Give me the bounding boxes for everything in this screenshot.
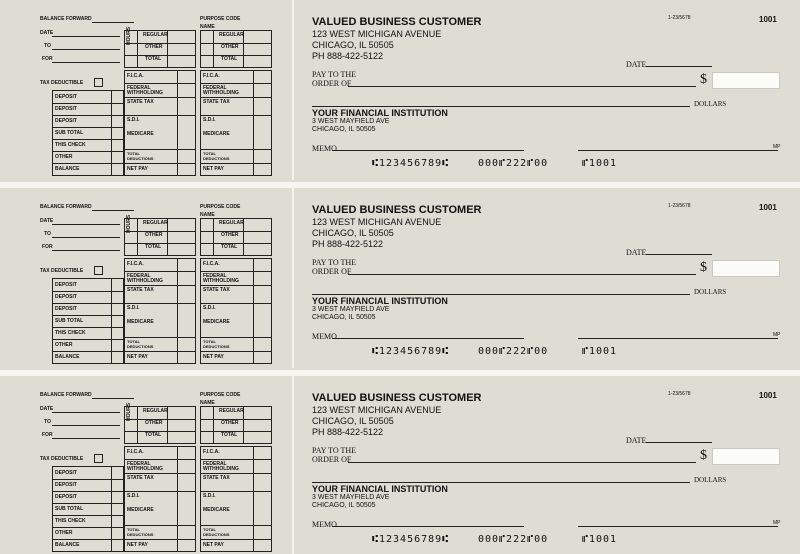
name-label: NAME <box>200 400 215 406</box>
memo-label: MEMO <box>312 144 337 153</box>
hours-label: HOURS <box>126 26 132 45</box>
balance-forward-label: BALANCE FORWARD <box>40 16 92 22</box>
micr-routing: ⑆123456789⑆ <box>372 346 450 357</box>
medicare-label-right: MEDICARE <box>203 131 230 137</box>
fica-label: F.I.C.A. <box>127 73 144 79</box>
total-deductions-label: TOTAL DEDUCTIONS <box>127 339 154 349</box>
micr-routing: ⑆123456789⑆ <box>372 534 450 545</box>
bank-name: YOUR FINANCIAL INSTITUTION <box>312 484 448 494</box>
memo-label: MEMO <box>312 332 337 341</box>
regular-label: REGULAR <box>143 220 168 226</box>
total-deductions-label: TOTAL DEDUCTIONS <box>127 527 154 537</box>
deductions-table-left <box>124 258 196 364</box>
stub-for-line[interactable] <box>52 250 120 251</box>
amount-words-line[interactable] <box>312 294 690 295</box>
withholding-label-right: WITHHOLDING <box>203 278 239 284</box>
date-label: DATE <box>626 436 647 445</box>
signature-line[interactable] <box>578 526 778 527</box>
micr-check-number: ⑈1001 <box>582 534 618 545</box>
hours-grid-left <box>124 214 196 256</box>
tax-deductible-label: TAX DEDUCTIBLE <box>40 456 84 462</box>
tax-deductible-label: TAX DEDUCTIBLE <box>40 80 84 86</box>
net-pay-label: NET PAY <box>127 354 148 360</box>
register-row-label: OTHER <box>55 530 73 536</box>
regular-label-right: REGULAR <box>219 220 244 226</box>
sdi-label-right: S.D.I. <box>203 493 216 499</box>
state-tax-label-right: STATE TAX <box>203 475 230 481</box>
check-set <box>0 188 800 368</box>
fica-label-right: F.I.C.A. <box>203 449 220 455</box>
check <box>292 376 800 554</box>
overtime-label: OTHER <box>145 420 163 426</box>
check <box>292 188 800 368</box>
net-pay-label-right: NET PAY <box>203 542 224 548</box>
order-of-label: ORDER OF <box>312 79 352 88</box>
net-pay-label-right: NET PAY <box>203 354 224 360</box>
balance-forward-line[interactable] <box>92 398 134 399</box>
balance-forward-line[interactable] <box>92 210 134 211</box>
amount-words-line[interactable] <box>312 482 690 483</box>
register-row-label: THIS CHECK <box>55 142 86 148</box>
regular-label-right: REGULAR <box>219 408 244 414</box>
stub-date-line[interactable] <box>52 224 120 225</box>
account-holder-city: CHICAGO, IL 50505 <box>312 228 394 238</box>
micr-account: 000⑈222⑈00 <box>478 346 549 357</box>
total-label: TOTAL <box>145 244 162 250</box>
net-pay-label: NET PAY <box>127 166 148 172</box>
tax-deductible-checkbox[interactable] <box>94 78 103 87</box>
register-row-label: THIS CHECK <box>55 518 86 524</box>
register-row-label: SUB TOTAL <box>55 130 84 136</box>
overtime-label-right: OTHER <box>221 232 239 238</box>
stub-date-label: DATE <box>40 218 54 224</box>
register-row-label: BALANCE <box>55 542 80 548</box>
account-holder-city: CHICAGO, IL 50505 <box>312 416 394 426</box>
register-row-label: DEPOSIT <box>55 482 77 488</box>
check-number: 1001 <box>759 15 777 24</box>
withholding-label: WITHHOLDING <box>127 278 163 284</box>
date-line[interactable] <box>646 254 712 255</box>
stub-to-line[interactable] <box>52 425 120 426</box>
regular-label: REGULAR <box>143 32 168 38</box>
payee-line[interactable] <box>348 462 696 463</box>
dollars-label: DOLLARS <box>694 476 727 484</box>
dollar-sign: $ <box>700 448 707 463</box>
withholding-label: WITHHOLDING <box>127 466 163 472</box>
bank-address: 3 WEST MAYFIELD AVE <box>312 118 390 125</box>
stub-date-line[interactable] <box>52 412 120 413</box>
fica-label-right: F.I.C.A. <box>203 73 220 79</box>
overtime-label-right: OTHER <box>221 420 239 426</box>
balance-forward-line[interactable] <box>92 22 134 23</box>
check-stub <box>0 376 292 554</box>
total-deductions-label-right: TOTAL DEDUCTIONS <box>203 527 230 537</box>
register-row-label: DEPOSIT <box>55 106 77 112</box>
balance-forward-label: BALANCE FORWARD <box>40 392 92 398</box>
memo-line[interactable] <box>332 526 524 527</box>
tax-deductible-checkbox[interactable] <box>94 266 103 275</box>
medicare-label-right: MEDICARE <box>203 319 230 325</box>
overtime-label: OTHER <box>145 232 163 238</box>
stub-date-label: DATE <box>40 406 54 412</box>
amount-box[interactable] <box>712 72 780 89</box>
order-of-label: ORDER OF <box>312 267 352 276</box>
name-label: NAME <box>200 212 215 218</box>
pay-to-label: PAY TO THE <box>312 258 357 267</box>
hours-label: HOURS <box>126 402 132 421</box>
state-tax-label: STATE TAX <box>127 99 154 105</box>
signature-line[interactable] <box>578 150 778 151</box>
routing-fraction: 1-23/5678 <box>668 203 691 209</box>
register-row-label: OTHER <box>55 342 73 348</box>
fica-label-right: F.I.C.A. <box>203 261 220 267</box>
purpose-code-label: PURPOSE CODE <box>200 392 241 398</box>
purpose-code-label: PURPOSE CODE <box>200 204 241 210</box>
account-holder-phone: PH 888-422-5122 <box>312 51 384 61</box>
hours-grid-right <box>200 406 272 444</box>
payee-line[interactable] <box>348 86 696 87</box>
memo-line[interactable] <box>332 338 524 339</box>
federal-label: FEDERAL <box>127 85 151 91</box>
date-line[interactable] <box>646 442 712 443</box>
hours-grid-left <box>124 26 196 68</box>
register-row-label: DEPOSIT <box>55 94 77 100</box>
register-row-label: BALANCE <box>55 166 80 172</box>
memo-label: MEMO <box>312 520 337 529</box>
total-deductions-label: TOTAL DEDUCTIONS <box>127 151 154 161</box>
regular-label: REGULAR <box>143 408 168 414</box>
bank-name: YOUR FINANCIAL INSTITUTION <box>312 108 448 118</box>
signature-line[interactable] <box>578 338 778 339</box>
net-pay-label-right: NET PAY <box>203 166 224 172</box>
stub-for-label: FOR <box>42 432 53 438</box>
federal-label-right: FEDERAL <box>203 273 227 279</box>
register-table <box>52 466 124 552</box>
amount-box[interactable] <box>712 448 780 465</box>
register-row-label: SUB TOTAL <box>55 506 84 512</box>
stub-for-label: FOR <box>42 56 53 62</box>
hours-grid-left <box>124 402 196 444</box>
stub-for-line[interactable] <box>52 438 120 439</box>
check-set <box>0 376 800 554</box>
register-row-label: OTHER <box>55 154 73 160</box>
mp-label: MP <box>773 144 781 150</box>
withholding-label-right: WITHHOLDING <box>203 466 239 472</box>
deductions-table-right <box>200 70 272 176</box>
bank-address: 3 WEST MAYFIELD AVE <box>312 306 390 313</box>
federal-label-right: FEDERAL <box>203 461 227 467</box>
account-holder-address: 123 WEST MICHIGAN AVENUE <box>312 29 442 39</box>
mp-label: MP <box>773 332 781 338</box>
total-label-right: TOTAL <box>221 244 238 250</box>
stub-to-label: TO <box>44 231 51 237</box>
check-stub <box>0 188 292 368</box>
deductions-table-right <box>200 446 272 552</box>
amount-box[interactable] <box>712 260 780 277</box>
state-tax-label-right: STATE TAX <box>203 99 230 105</box>
medicare-label-right: MEDICARE <box>203 507 230 513</box>
overtime-label: OTHER <box>145 44 163 50</box>
purpose-code-label: PURPOSE CODE <box>200 16 241 22</box>
overtime-label-right: OTHER <box>221 44 239 50</box>
bank-address: 3 WEST MAYFIELD AVE <box>312 494 390 501</box>
account-holder-name: VALUED BUSINESS CUSTOMER <box>312 392 482 404</box>
register-row-label: SUB TOTAL <box>55 318 84 324</box>
date-label: DATE <box>626 60 647 69</box>
micr-account: 000⑈222⑈00 <box>478 534 549 545</box>
dollar-sign: $ <box>700 72 707 87</box>
total-label: TOTAL <box>145 432 162 438</box>
total-label-right: TOTAL <box>221 56 238 62</box>
memo-line[interactable] <box>332 150 524 151</box>
dollars-label: DOLLARS <box>694 288 727 296</box>
micr-check-number: ⑈1001 <box>582 346 618 357</box>
name-label: NAME <box>200 24 215 30</box>
check-number: 1001 <box>759 203 777 212</box>
stub-date-line[interactable] <box>52 36 120 37</box>
register-row-label: DEPOSIT <box>55 118 77 124</box>
hours-label: HOURS <box>126 214 132 233</box>
register-table <box>52 278 124 364</box>
sdi-label: S.D.I. <box>127 117 140 123</box>
register-row-label: DEPOSIT <box>55 294 77 300</box>
stub-to-line[interactable] <box>52 237 120 238</box>
register-row-label: DEPOSIT <box>55 494 77 500</box>
account-holder-phone: PH 888-422-5122 <box>312 427 384 437</box>
deductions-table-left <box>124 446 196 552</box>
stub-for-label: FOR <box>42 244 53 250</box>
register-row-label: DEPOSIT <box>55 306 77 312</box>
register-row-label: DEPOSIT <box>55 470 77 476</box>
total-label: TOTAL <box>145 56 162 62</box>
withholding-label-right: WITHHOLDING <box>203 90 239 96</box>
check-set <box>0 0 800 180</box>
bank-city: CHICAGO, IL 50505 <box>312 314 376 321</box>
dollar-sign: $ <box>700 260 707 275</box>
state-tax-label-right: STATE TAX <box>203 287 230 293</box>
bank-city: CHICAGO, IL 50505 <box>312 502 376 509</box>
register-row-label: DEPOSIT <box>55 282 77 288</box>
fica-label: F.I.C.A. <box>127 449 144 455</box>
dollars-label: DOLLARS <box>694 100 727 108</box>
hours-grid-right <box>200 30 272 68</box>
deductions-table-left <box>124 70 196 176</box>
regular-label-right: REGULAR <box>219 32 244 38</box>
account-holder-name: VALUED BUSINESS CUSTOMER <box>312 16 482 28</box>
withholding-label: WITHHOLDING <box>127 90 163 96</box>
sdi-label: S.D.I. <box>127 493 140 499</box>
bank-name: YOUR FINANCIAL INSTITUTION <box>312 296 448 306</box>
mp-label: MP <box>773 520 781 526</box>
routing-fraction: 1-23/5678 <box>668 15 691 21</box>
bank-city: CHICAGO, IL 50505 <box>312 126 376 133</box>
tax-deductible-checkbox[interactable] <box>94 454 103 463</box>
check <box>292 0 800 180</box>
federal-label-right: FEDERAL <box>203 85 227 91</box>
register-row-label: THIS CHECK <box>55 330 86 336</box>
amount-words-line[interactable] <box>312 106 690 107</box>
federal-label: FEDERAL <box>127 461 151 467</box>
payee-line[interactable] <box>348 274 696 275</box>
sdi-label: S.D.I. <box>127 305 140 311</box>
hours-grid-right <box>200 218 272 256</box>
pay-to-label: PAY TO THE <box>312 446 357 455</box>
micr-account: 000⑈222⑈00 <box>478 158 549 169</box>
total-deductions-label-right: TOTAL DEDUCTIONS <box>203 339 230 349</box>
total-label-right: TOTAL <box>221 432 238 438</box>
stub-date-label: DATE <box>40 30 54 36</box>
date-label: DATE <box>626 248 647 257</box>
micr-check-number: ⑈1001 <box>582 158 618 169</box>
order-of-label: ORDER OF <box>312 455 352 464</box>
account-holder-phone: PH 888-422-5122 <box>312 239 384 249</box>
fica-label: F.I.C.A. <box>127 261 144 267</box>
tax-deductible-label: TAX DEDUCTIBLE <box>40 268 84 274</box>
total-deductions-label-right: TOTAL DEDUCTIONS <box>203 151 230 161</box>
state-tax-label: STATE TAX <box>127 287 154 293</box>
federal-label: FEDERAL <box>127 273 151 279</box>
routing-fraction: 1-23/5678 <box>668 391 691 397</box>
date-line[interactable] <box>646 66 712 67</box>
register-table <box>52 90 124 176</box>
medicare-label: MEDICARE <box>127 507 154 513</box>
account-holder-city: CHICAGO, IL 50505 <box>312 40 394 50</box>
medicare-label: MEDICARE <box>127 319 154 325</box>
stub-to-label: TO <box>44 43 51 49</box>
state-tax-label: STATE TAX <box>127 475 154 481</box>
stub-to-line[interactable] <box>52 49 120 50</box>
register-row-label: BALANCE <box>55 354 80 360</box>
deductions-table-right <box>200 258 272 364</box>
account-holder-address: 123 WEST MICHIGAN AVENUE <box>312 405 442 415</box>
check-stub <box>0 0 292 180</box>
balance-forward-label: BALANCE FORWARD <box>40 204 92 210</box>
sdi-label-right: S.D.I. <box>203 305 216 311</box>
account-holder-address: 123 WEST MICHIGAN AVENUE <box>312 217 442 227</box>
check-number: 1001 <box>759 391 777 400</box>
stub-for-line[interactable] <box>52 62 120 63</box>
micr-routing: ⑆123456789⑆ <box>372 158 450 169</box>
pay-to-label: PAY TO THE <box>312 70 357 79</box>
account-holder-name: VALUED BUSINESS CUSTOMER <box>312 204 482 216</box>
sdi-label-right: S.D.I. <box>203 117 216 123</box>
stub-to-label: TO <box>44 419 51 425</box>
medicare-label: MEDICARE <box>127 131 154 137</box>
net-pay-label: NET PAY <box>127 542 148 548</box>
